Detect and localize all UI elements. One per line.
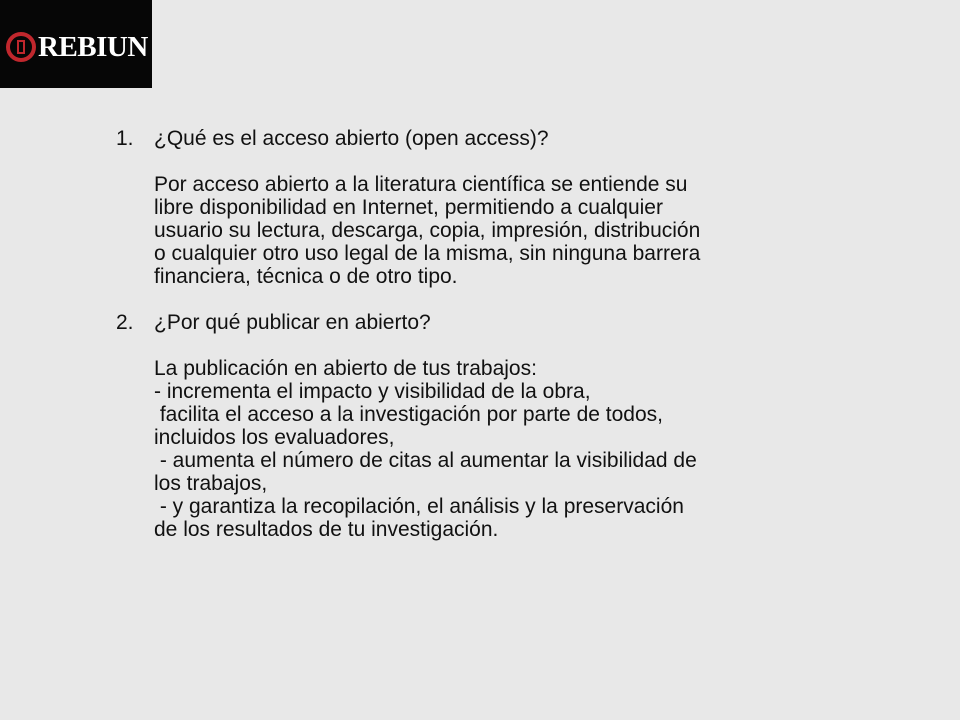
- answer-line: usuario su lectura, descarga, copia, impresión, distribución: [154, 219, 701, 242]
- answer-line: - aumenta el número de citas al aumentar la visibilidad de: [154, 449, 697, 472]
- red-book-ring-icon: [6, 32, 36, 62]
- item-question: ¿Qué es el acceso abierto (open access)?: [154, 127, 549, 150]
- item-number: 1.: [116, 127, 134, 150]
- answer-line: incluidos los evaluadores,: [154, 426, 395, 449]
- answer-line: La publicación en abierto de tus trabajos:: [154, 357, 537, 380]
- answer-line: Por acceso abierto a la literatura científica se entiende su: [154, 173, 688, 196]
- item-answer: [154, 357, 856, 541]
- logo-text: REBIUN: [38, 31, 148, 63]
- answer-line: libre disponibilidad en Internet, permitiendo a cualquier: [154, 196, 663, 219]
- answer-line: - y garantiza la recopilación, el análisis y la preservación: [154, 495, 684, 518]
- item-question: ¿Por qué publicar en abierto?: [154, 311, 431, 334]
- answer-line: los trabajos,: [154, 472, 268, 495]
- rebiun-logo: [0, 0, 152, 88]
- answer-line: - incrementa el impacto y visibilidad de la obra,: [154, 380, 591, 403]
- answer-line: facilita el acceso a la investigación por parte de todos,: [154, 403, 663, 426]
- faq-item-open-access: [116, 127, 856, 288]
- item-answer: [154, 173, 856, 288]
- faq-item-why-publish: [116, 311, 856, 541]
- item-number: 2.: [116, 311, 134, 334]
- answer-line: de los resultados de tu investigación.: [154, 518, 499, 541]
- answer-line: financiera, técnica o de otro tipo.: [154, 265, 458, 288]
- faq-list: [116, 127, 856, 541]
- answer-line: o cualquier otro uso legal de la misma, sin ninguna barrera: [154, 242, 701, 265]
